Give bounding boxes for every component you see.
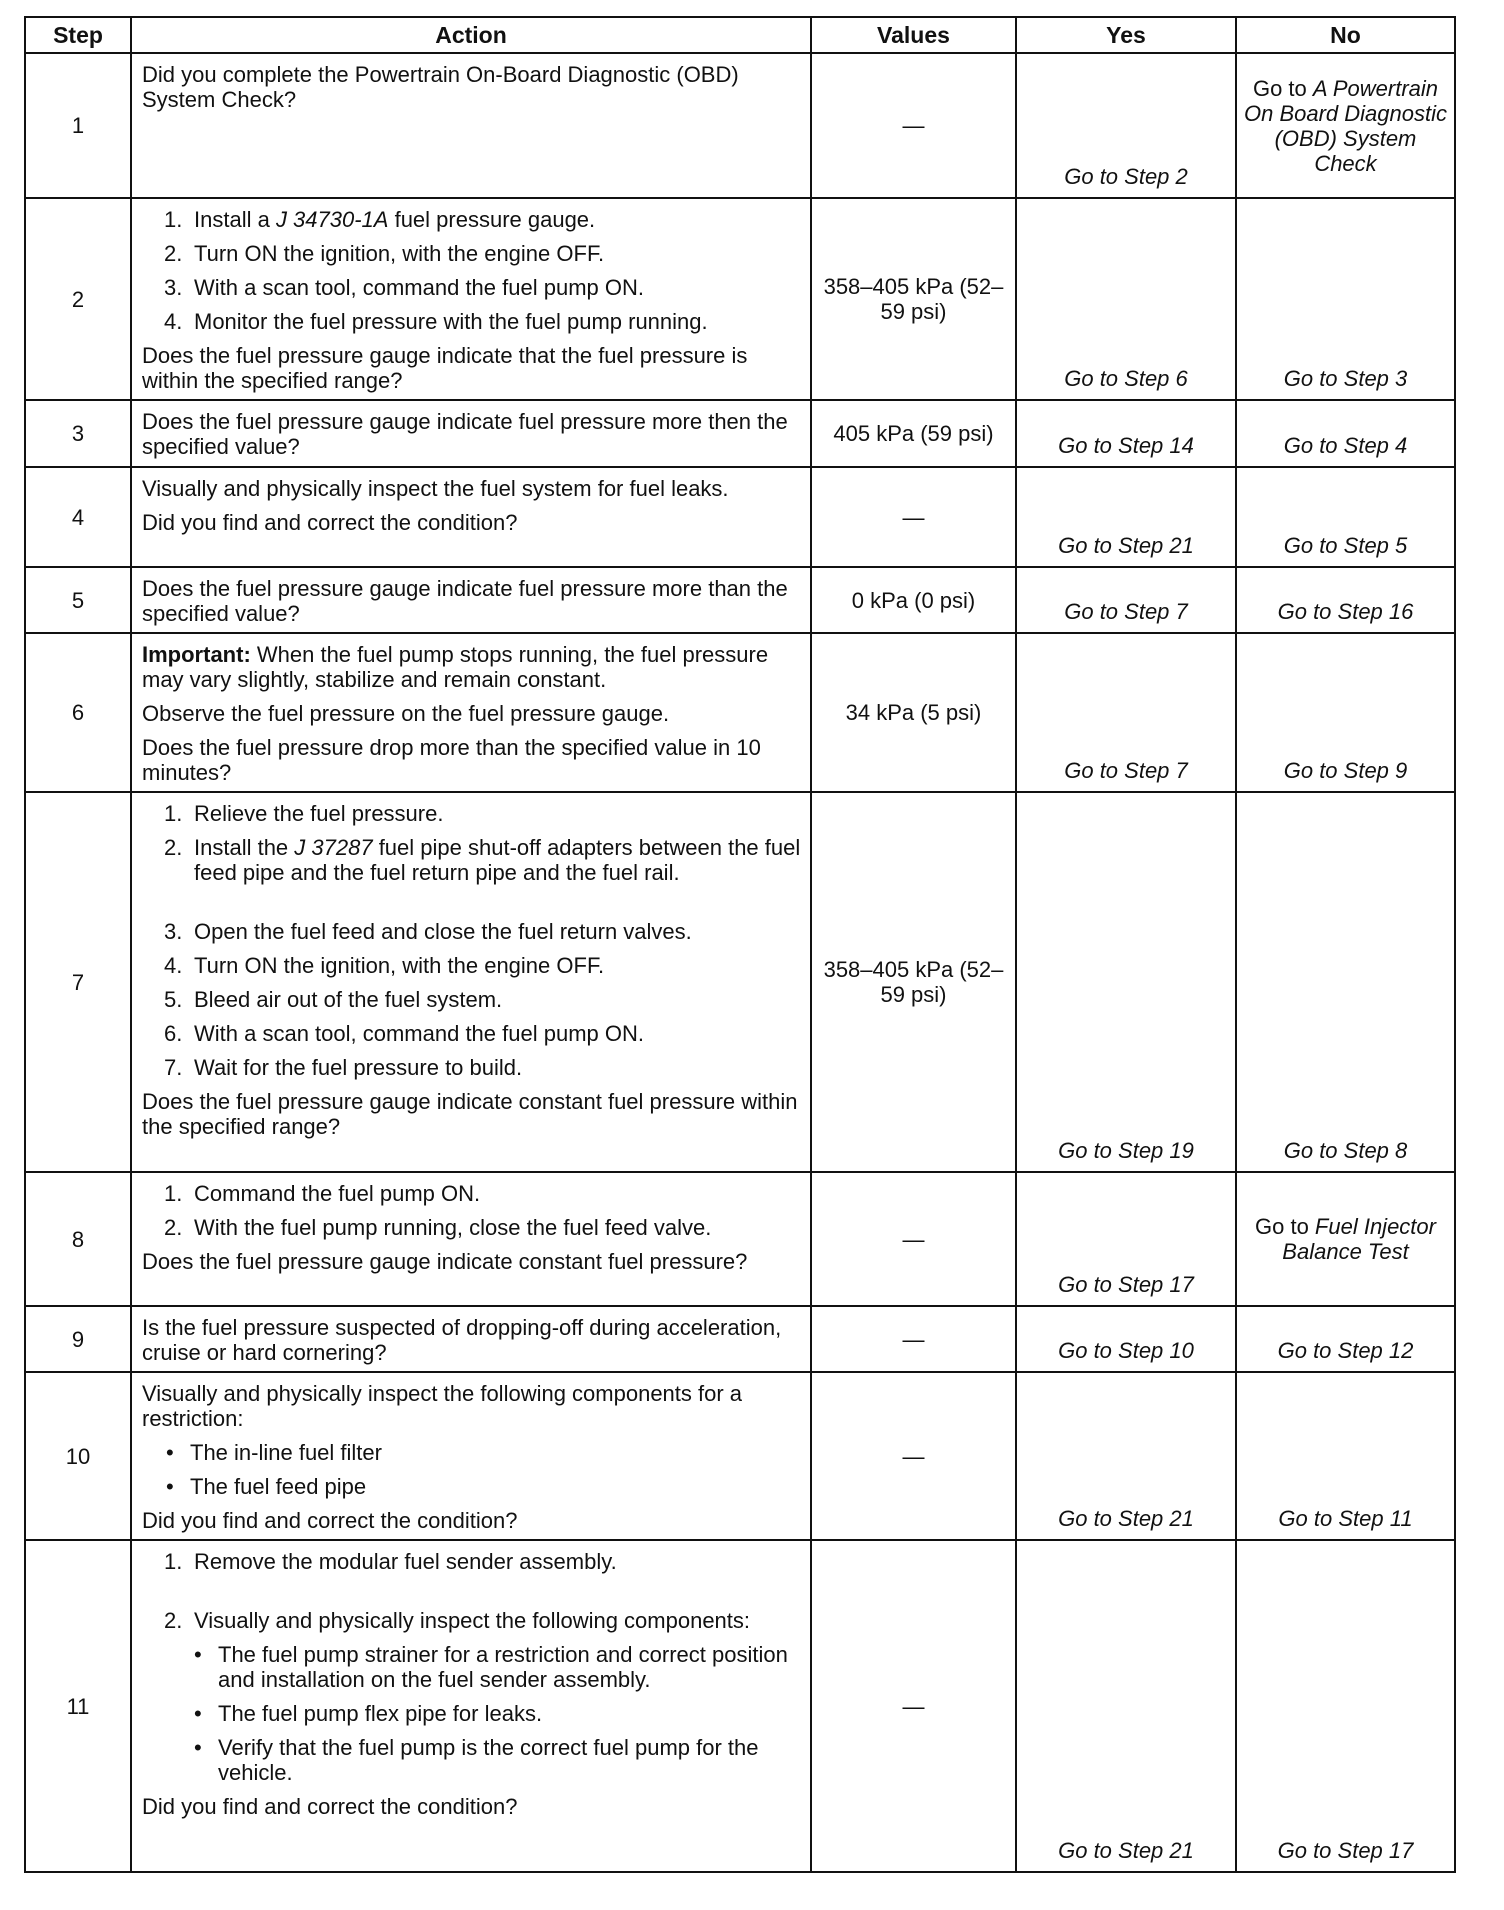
- text-segment: With a scan tool, command the fuel pump ON.: [194, 1021, 644, 1046]
- bold-text: Important:: [142, 642, 251, 667]
- list-item: [164, 275, 802, 300]
- list-item-text: [194, 919, 692, 944]
- text-segment: fuel pipe shut-off adapters between the fuel feed pipe and the fuel return pipe and the fuel rail.: [194, 835, 801, 885]
- italic-text: Go to Step 17: [1277, 1838, 1414, 1863]
- list-item-text: [194, 1215, 711, 1240]
- yes-result: Go to Step 21: [1016, 1372, 1236, 1540]
- text-segment: Bleed air out of the fuel system.: [194, 987, 503, 1012]
- text-segment: Remove the modular fuel sender assembly.: [194, 1549, 617, 1574]
- step-number: 9: [25, 1306, 131, 1372]
- step-index: 5.: [164, 987, 183, 1012]
- step-index: 1.: [164, 1549, 183, 1574]
- text-segment: Does the fuel pressure gauge indicate fuel pressure more then the specified value?: [142, 409, 788, 459]
- text-segment: fuel pressure gauge.: [388, 207, 596, 232]
- action-paragraph: [142, 735, 802, 785]
- action-paragraph: [142, 1249, 802, 1274]
- values-cell: —: [811, 1540, 1016, 1872]
- step-number: 11: [25, 1540, 131, 1872]
- step-index: 7.: [164, 1055, 183, 1080]
- italic-text: Go to Step 16: [1277, 599, 1414, 624]
- text-segment: Open the fuel feed and close the fuel return valves.: [194, 919, 692, 944]
- step-number: 10: [25, 1372, 131, 1540]
- bullet-list: [142, 1440, 802, 1499]
- no-result: [1236, 1540, 1455, 1872]
- action-cell: [131, 467, 811, 567]
- header-row: [25, 17, 1455, 53]
- step-number: 5: [25, 567, 131, 633]
- step-index: 3.: [164, 275, 183, 300]
- list-item: [194, 1735, 802, 1785]
- list-item: [194, 1701, 802, 1726]
- action-paragraph: [142, 1381, 802, 1431]
- list-item: [164, 1549, 802, 1574]
- values-cell: 405 kPa (59 psi): [811, 400, 1016, 467]
- italic-text: Go to Step 9: [1283, 758, 1408, 783]
- step-number: 3: [25, 400, 131, 467]
- italic-text: Fuel Injector Balance Test: [1282, 1214, 1436, 1264]
- values-cell: —: [811, 53, 1016, 198]
- text-segment: Command the fuel pump ON.: [194, 1181, 481, 1206]
- no-result: [1236, 400, 1455, 467]
- header-values: Values: [811, 17, 1016, 53]
- text-segment: Visually and physically inspect the following components for a restriction:: [142, 1381, 743, 1431]
- text-segment: Relieve the fuel pressure.: [194, 801, 444, 826]
- italic-text: Go to Step 3: [1283, 366, 1408, 391]
- step-index: 2.: [164, 1608, 183, 1633]
- italic-text: Go to Step 5: [1283, 533, 1408, 558]
- numbered-steps: [142, 1181, 802, 1240]
- italic-text: J 37287: [294, 835, 373, 860]
- text-segment: The fuel pump flex pipe for leaks.: [218, 1701, 543, 1726]
- italic-text: Go to Step 4: [1283, 433, 1408, 458]
- step-index: 3.: [164, 919, 183, 944]
- text-segment: With the fuel pump running, close the fuel feed valve.: [194, 1215, 712, 1240]
- action-cell: [131, 1306, 811, 1372]
- list-item-text: [194, 309, 708, 334]
- list-item: [164, 953, 802, 978]
- action-paragraph: [142, 1315, 802, 1365]
- list-item-text: [194, 1021, 644, 1046]
- values-cell: 358–405 kPa (52–59 psi): [811, 198, 1016, 400]
- bullet-icon: •: [166, 1440, 174, 1465]
- text-segment: Did you find and correct the condition?: [142, 1794, 518, 1819]
- list-item: [164, 987, 802, 1012]
- header-step: Step: [25, 17, 131, 53]
- list-item-text: [218, 1701, 542, 1726]
- list-item: [164, 1055, 802, 1080]
- text-segment: Is the fuel pressure suspected of dropping-off during acceleration, cruise or hard cornering?: [142, 1315, 782, 1365]
- action-paragraph: [142, 1089, 802, 1139]
- text-segment: Does the fuel pressure drop more than the specified value in 10 minutes?: [142, 735, 761, 785]
- numbered-steps: [142, 1549, 802, 1633]
- list-item: [164, 1021, 802, 1046]
- text-segment: Verify that the fuel pump is the correct fuel pump for the vehicle.: [218, 1735, 759, 1785]
- step-index: 2.: [164, 835, 183, 860]
- values-cell: —: [811, 1172, 1016, 1306]
- yes-result: Go to Step 7: [1016, 633, 1236, 792]
- text-segment: Turn ON the ignition, with the engine OFF.: [194, 953, 605, 978]
- step-number: 4: [25, 467, 131, 567]
- text-segment: Does the fuel pressure gauge indicate constant fuel pressure?: [142, 1249, 748, 1274]
- italic-text: Go to Step 12: [1277, 1338, 1414, 1363]
- yes-result: Go to Step 17: [1016, 1172, 1236, 1306]
- values-cell: 0 kPa (0 psi): [811, 567, 1016, 633]
- no-result: [1236, 567, 1455, 633]
- yes-result: Go to Step 19: [1016, 792, 1236, 1172]
- text-segment: Install a: [194, 207, 276, 232]
- yes-result: Go to Step 21: [1016, 1540, 1236, 1872]
- yes-result: Go to Step 14: [1016, 400, 1236, 467]
- no-result: [1236, 633, 1455, 792]
- text-segment: With a scan tool, command the fuel pump ON.: [194, 275, 644, 300]
- no-result: [1236, 53, 1455, 198]
- action-cell: [131, 53, 811, 198]
- action-cell: [131, 792, 811, 1172]
- step-index: 4.: [164, 953, 183, 978]
- step-index: 2.: [164, 241, 183, 266]
- no-result: [1236, 1372, 1455, 1540]
- text-segment: Does the fuel pressure gauge indicate fuel pressure more than the specified value?: [142, 576, 788, 626]
- text-segment: Turn ON the ignition, with the engine OFF.: [194, 241, 605, 266]
- header-no: No: [1236, 17, 1455, 53]
- step-index: 1.: [164, 801, 183, 826]
- list-item-text: [194, 241, 604, 266]
- list-item: [164, 309, 802, 334]
- italic-text: Go to Step 8: [1283, 1138, 1408, 1163]
- yes-result: Go to Step 10: [1016, 1306, 1236, 1372]
- action-paragraph: [142, 62, 802, 112]
- action-cell: [131, 198, 811, 400]
- action-cell: [131, 1172, 811, 1306]
- list-item-text: [194, 1055, 522, 1080]
- list-item: [164, 207, 802, 232]
- values-cell: 358–405 kPa (52–59 psi): [811, 792, 1016, 1172]
- table-row: [25, 1306, 1455, 1372]
- list-item-text: [194, 1608, 750, 1633]
- table-row: [25, 1172, 1455, 1306]
- bullet-icon: •: [194, 1642, 202, 1667]
- step-number: 1: [25, 53, 131, 198]
- action-cell: [131, 1540, 811, 1872]
- bullet-list: [142, 1642, 802, 1785]
- list-item: [164, 919, 802, 944]
- table-row: [25, 1372, 1455, 1540]
- text-segment: Does the fuel pressure gauge indicate constant fuel pressure within the specified range?: [142, 1089, 798, 1139]
- step-index: 2.: [164, 1215, 183, 1240]
- text-segment: Did you complete the Powertrain On-Board Diagnostic (OBD) System Check?: [142, 62, 739, 112]
- action-paragraph: [142, 409, 802, 459]
- list-item: [164, 241, 802, 266]
- numbered-steps: [142, 207, 802, 334]
- action-paragraph: [142, 701, 802, 726]
- action-cell: [131, 400, 811, 467]
- table-row: [25, 1540, 1455, 1872]
- action-paragraph: [142, 576, 802, 626]
- text-segment: Visually and physically inspect the fuel system for fuel leaks.: [142, 476, 729, 501]
- list-item: [164, 801, 802, 826]
- values-cell: —: [811, 1306, 1016, 1372]
- text-segment: Go to: [1255, 1214, 1315, 1239]
- action-cell: [131, 567, 811, 633]
- text-segment: The fuel pump strainer for a restriction and correct position and installation on the fuel sender assembly.: [218, 1642, 788, 1692]
- step-index: 6.: [164, 1021, 183, 1046]
- text-segment: Go to: [1252, 75, 1313, 101]
- list-item-text: [190, 1474, 366, 1499]
- list-item-text: [194, 987, 502, 1012]
- list-item-text: [194, 801, 443, 826]
- no-result: [1236, 792, 1455, 1172]
- text-segment: Visually and physically inspect the following components:: [194, 1608, 751, 1633]
- values-cell: 34 kPa (5 psi): [811, 633, 1016, 792]
- step-index: 4.: [164, 309, 183, 334]
- bullet-icon: •: [166, 1474, 174, 1499]
- bullet-icon: •: [194, 1735, 202, 1760]
- list-item: [166, 1440, 802, 1465]
- action-paragraph: [142, 510, 802, 535]
- table-row: [25, 467, 1455, 567]
- values-cell: —: [811, 467, 1016, 567]
- yes-result: Go to Step 7: [1016, 567, 1236, 633]
- italic-text: J 34730-1A: [275, 207, 389, 232]
- header-yes: Yes: [1016, 17, 1236, 53]
- table-row: [25, 400, 1455, 467]
- numbered-steps: [142, 801, 802, 1080]
- action-paragraph: [142, 1508, 802, 1533]
- no-result: [1236, 467, 1455, 567]
- no-result: [1236, 198, 1455, 400]
- list-item: [194, 1642, 802, 1692]
- action-cell: [131, 633, 811, 792]
- text-segment: Did you find and correct the condition?: [142, 510, 518, 535]
- step-number: 6: [25, 633, 131, 792]
- text-segment: The fuel feed pipe: [190, 1474, 367, 1499]
- text-segment: Observe the fuel pressure on the fuel pressure gauge.: [142, 701, 670, 726]
- action-paragraph: [142, 476, 802, 501]
- text-segment: Install the: [194, 835, 295, 860]
- list-item-text: [190, 1440, 382, 1465]
- italic-text: A Powertrain On Board Diagnostic (OBD) System Check: [1244, 75, 1447, 176]
- list-item: [166, 1474, 802, 1499]
- list-item-text: [194, 953, 604, 978]
- yes-result: Go to Step 6: [1016, 198, 1236, 400]
- bullet-icon: •: [194, 1701, 202, 1726]
- table-row: [25, 633, 1455, 792]
- list-item-text: [194, 275, 644, 300]
- step-index: 1.: [164, 207, 183, 232]
- diagnostic-table: [24, 16, 1456, 1873]
- list-item: [164, 1181, 802, 1206]
- step-index: 1.: [164, 1181, 183, 1206]
- step-number: 7: [25, 792, 131, 1172]
- action-cell: [131, 1372, 811, 1540]
- text-segment: Does the fuel pressure gauge indicate that the fuel pressure is within the specified range?: [142, 343, 748, 393]
- text-segment: Wait for the fuel pressure to build.: [194, 1055, 523, 1080]
- list-item-text: [194, 207, 595, 232]
- header-action: Action: [131, 17, 811, 53]
- list-item-text: [218, 1642, 802, 1692]
- values-cell: —: [811, 1372, 1016, 1540]
- step-number: 2: [25, 198, 131, 400]
- yes-result: Go to Step 2: [1016, 53, 1236, 198]
- text-segment: Did you find and correct the condition?: [142, 1508, 518, 1533]
- action-paragraph: [142, 642, 802, 692]
- table-row: [25, 198, 1455, 400]
- text-segment: Monitor the fuel pressure with the fuel pump running.: [194, 309, 708, 334]
- list-item: [164, 1608, 802, 1633]
- list-item-text: [218, 1735, 802, 1785]
- text-segment: When the fuel pump stops running, the fuel pressure may vary slightly, stabilize and remain constant.: [142, 642, 769, 692]
- yes-result: Go to Step 21: [1016, 467, 1236, 567]
- action-paragraph: [142, 1794, 802, 1819]
- step-number: 8: [25, 1172, 131, 1306]
- italic-text: Go to Step 11: [1278, 1506, 1413, 1531]
- no-result: [1236, 1172, 1455, 1306]
- list-item-text: [194, 1181, 480, 1206]
- list-item-text: [194, 835, 802, 885]
- list-item: [164, 1215, 802, 1240]
- table-row: [25, 567, 1455, 633]
- no-result: [1236, 1306, 1455, 1372]
- text-segment: The in-line fuel filter: [190, 1440, 382, 1465]
- table-row: [25, 792, 1455, 1172]
- list-item: [164, 835, 802, 885]
- table-row: [25, 53, 1455, 198]
- action-paragraph: [142, 343, 802, 393]
- list-item-text: [194, 1549, 617, 1574]
